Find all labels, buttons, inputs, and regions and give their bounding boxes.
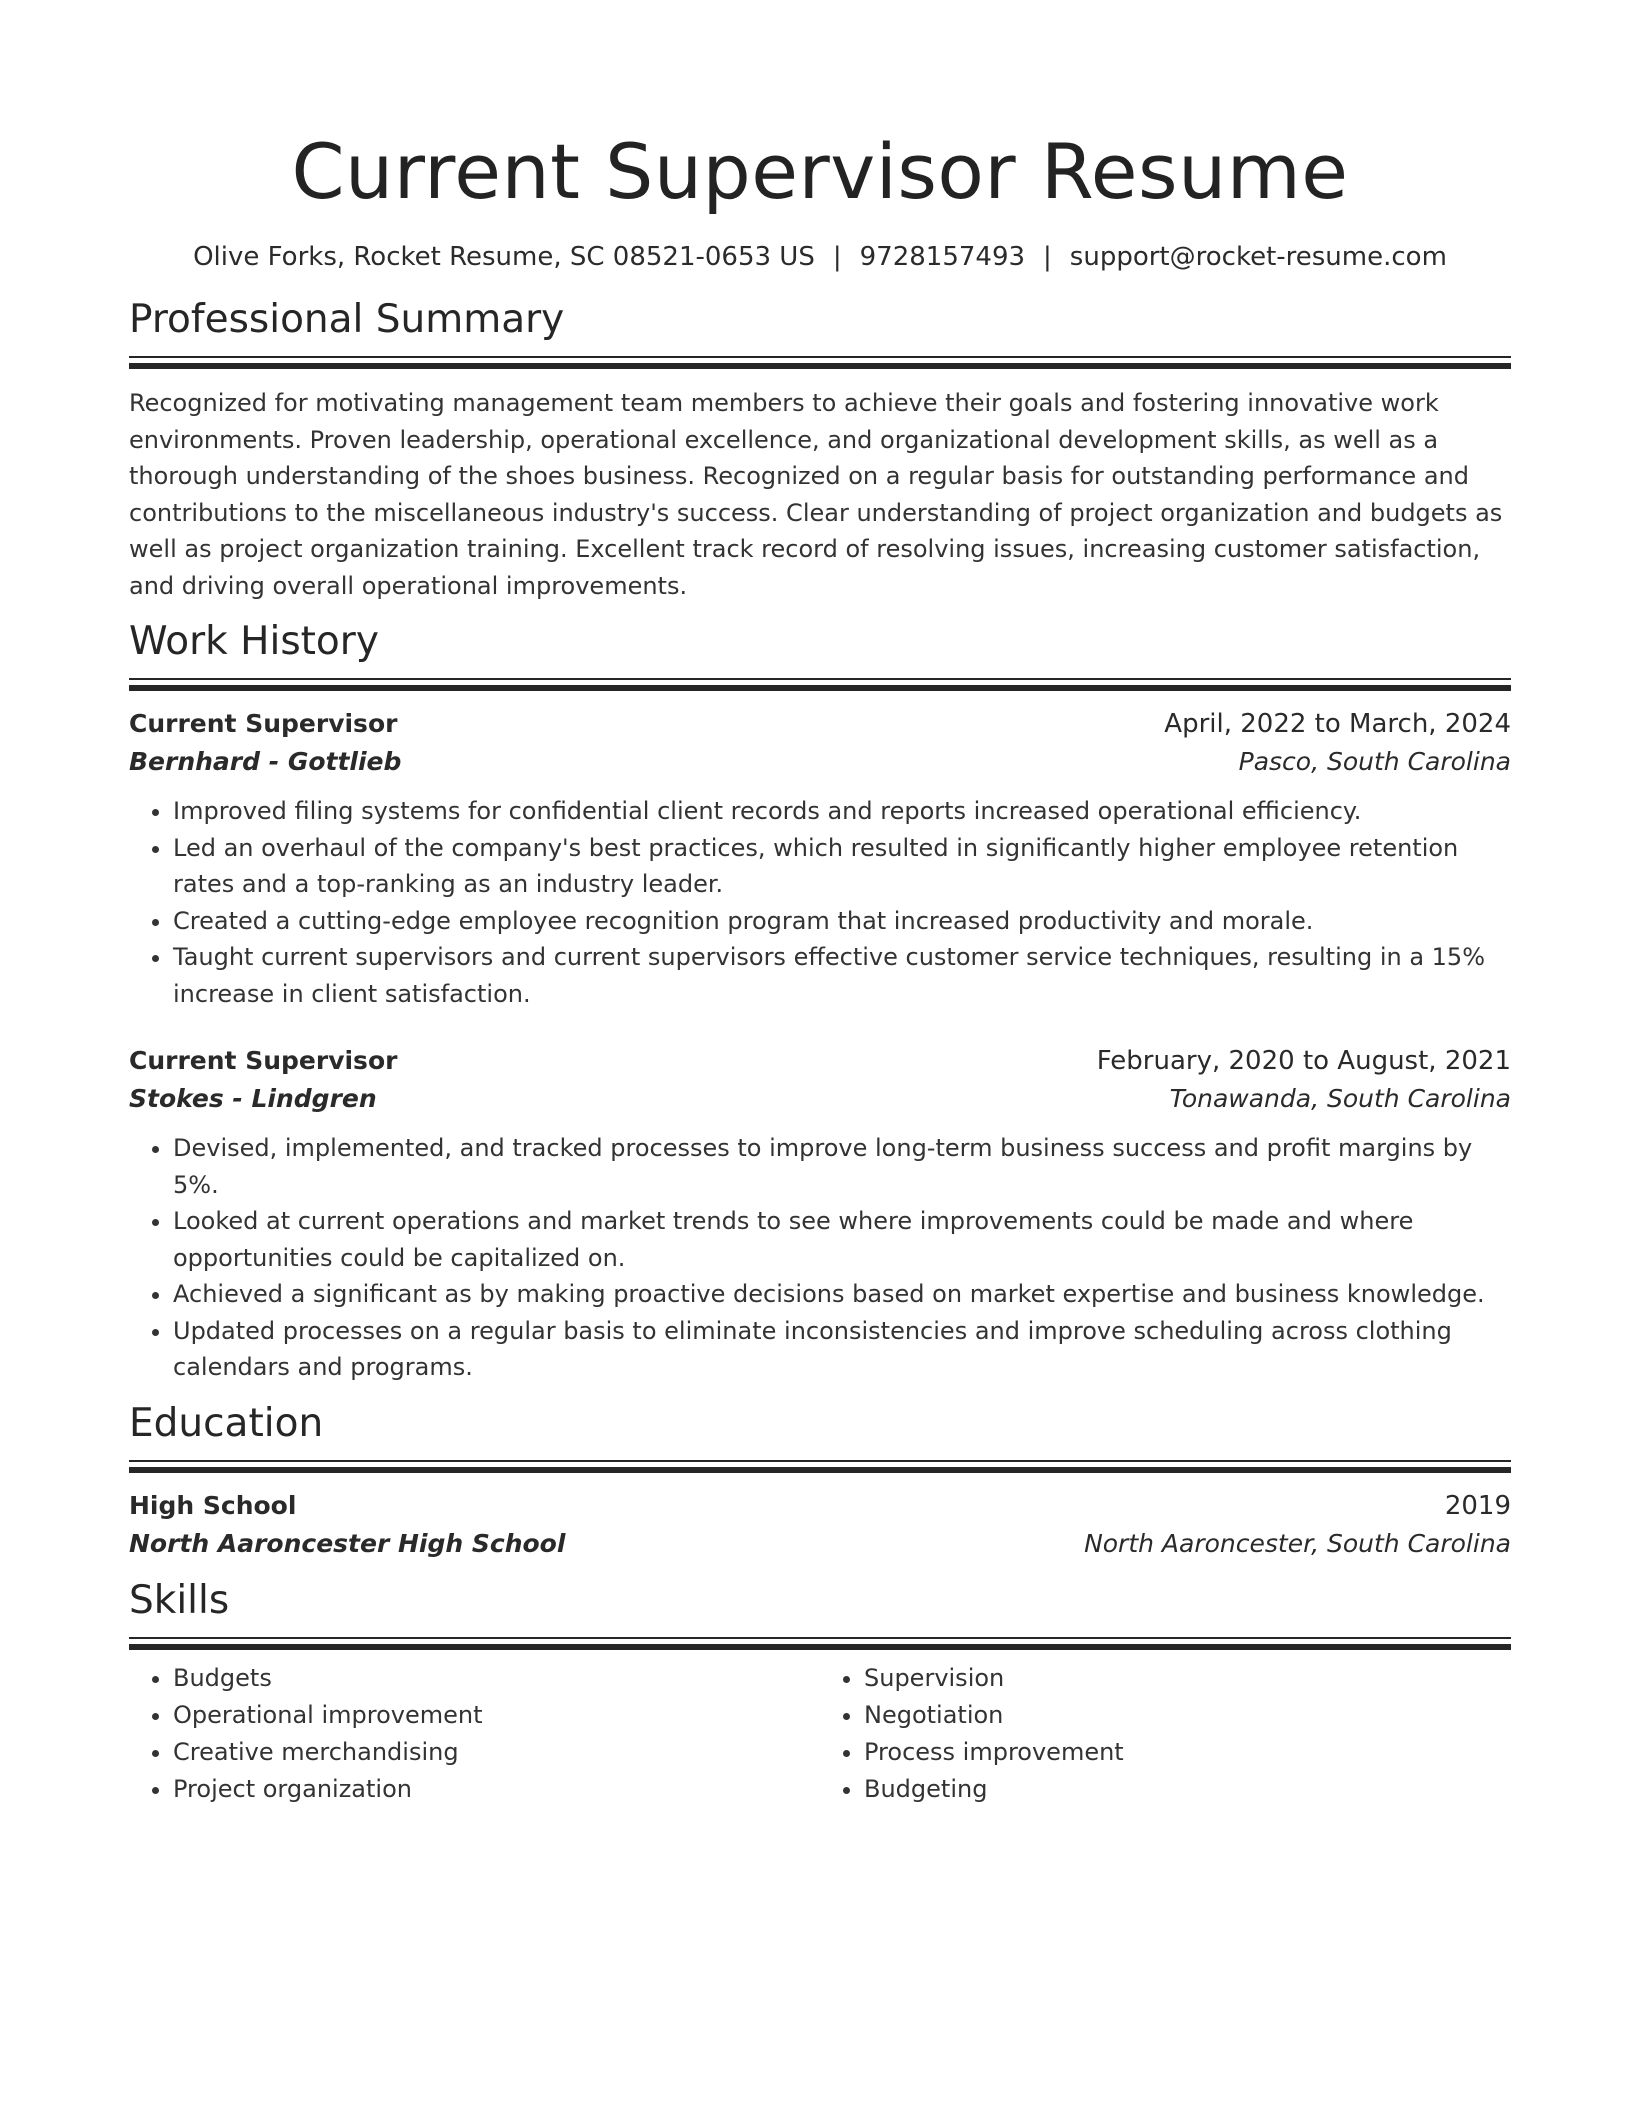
skill-item: • Budgets [173,1660,820,1697]
job-bullets [129,793,1511,1012]
skill-item: • Creative merchandising [173,1734,820,1771]
list-item: • Devised, implemented, and tracked processes to improve long-term business success and profit margins by 5%. [173,1130,1511,1203]
job-company: Bernhard - Gottlieb [129,747,402,776]
section-rule-thick [129,1467,1511,1473]
section-work-history [129,618,1511,1386]
skill-item: • Process improvement [864,1734,1511,1771]
list-item: • Led an overhaul of the company's best practices, which resulted in significantly higher employee retention rates and a top-ranking as an industry leader. [173,830,1511,903]
skills-list-left [129,1660,820,1808]
education-entry [129,1487,1511,1563]
skill-item: • Supervision [864,1660,1511,1697]
job-title: Current Supervisor [129,709,398,738]
section-skills [129,1577,1511,1808]
section-rule-thick [129,363,1511,369]
job-header [129,705,1511,743]
section-rule-thin [129,678,1511,680]
skill-item: • Operational improvement [173,1697,820,1734]
job-title: Current Supervisor [129,1046,398,1075]
section-rule-thin [129,1637,1511,1639]
section-summary [129,296,1511,604]
list-item: • Achieved a significant as by making proactive decisions based on market expertise and business knowledge. [173,1276,1511,1313]
section-title-summary: Professional Summary [129,297,565,342]
resume-page [129,0,1511,1808]
contact-email: support@rocket-resume.com [1069,242,1447,272]
education-location: North Aaroncester, South Carolina [1084,1528,1511,1558]
section-rule-thin [129,356,1511,358]
skill-item: • Project organization [173,1771,820,1808]
contact-address: Olive Forks, Rocket Resume, SC 08521-0653 US [193,242,815,272]
education-year: 2019 [1444,1490,1511,1521]
list-item: • Improved filing systems for confidential client records and reports increased operational efficiency. [173,793,1511,830]
contact-phone: 9728157493 [859,242,1026,272]
list-item: • Taught current supervisors and current supervisors effective customer service techniques, resulting in a 15% increase in client satisfaction. [173,939,1511,1012]
section-education [129,1400,1511,1563]
job-header [129,1042,1511,1080]
section-rule-thick [129,1644,1511,1650]
resume-name: Current Supervisor Resume [291,127,1349,216]
skill-item: • Negotiation [864,1697,1511,1734]
summary-text: Recognized for motivating management team members to achieve their goals and fostering innovative work environments. Proven leadership, operational excellence, and organizational development skills, as well as a thorough understanding of the shoes business. Recognized on a regular basis for outstanding performance and contributions to the miscellaneous industry's success. Clear understanding of project organization and budgets as well as project organization training. Excellent track record of resolving issues, increasing customer satisfaction, and driving overall operational improvements. [129,389,1503,600]
job-bullets [129,1130,1511,1386]
section-title-skills: Skills [129,1577,230,1623]
section-title-education: Education [129,1400,324,1446]
skills-list-right [820,1660,1511,1808]
job-entry [129,705,1511,1012]
list-item: • Looked at current operations and market trends to see where improvements could be made and where opportunities could be capitalized on. [173,1203,1511,1276]
job-subheader [129,743,1511,781]
contact-separator: | [1043,242,1052,272]
section-rule-thick [129,685,1511,691]
list-item: • Created a cutting-edge employee recognition program that increased productivity and morale. [173,903,1511,940]
job-entry [129,1042,1511,1386]
job-dates: February, 2020 to August, 2021 [1096,1046,1511,1076]
skills-columns [129,1660,1511,1808]
job-location: Tonawanda, South Carolina [1169,1084,1511,1113]
education-header [129,1487,1511,1525]
job-location: Pasco, South Carolina [1238,747,1511,776]
section-title-work: Work History [129,619,379,664]
education-school: North Aaroncester High School [129,1528,566,1558]
education-degree: High School [129,1490,297,1520]
job-subheader [129,1080,1511,1118]
job-dates: April, 2022 to March, 2024 [1164,709,1511,739]
job-company: Stokes - Lindgren [129,1084,377,1113]
contact-line [129,240,1511,274]
education-subheader [129,1525,1511,1563]
skill-item: • Budgeting [864,1771,1511,1808]
section-rule-thin [129,1460,1511,1462]
list-item: • Updated processes on a regular basis to eliminate inconsistencies and improve scheduling across clothing calendars and programs. [173,1313,1511,1386]
contact-separator: | [832,242,842,272]
